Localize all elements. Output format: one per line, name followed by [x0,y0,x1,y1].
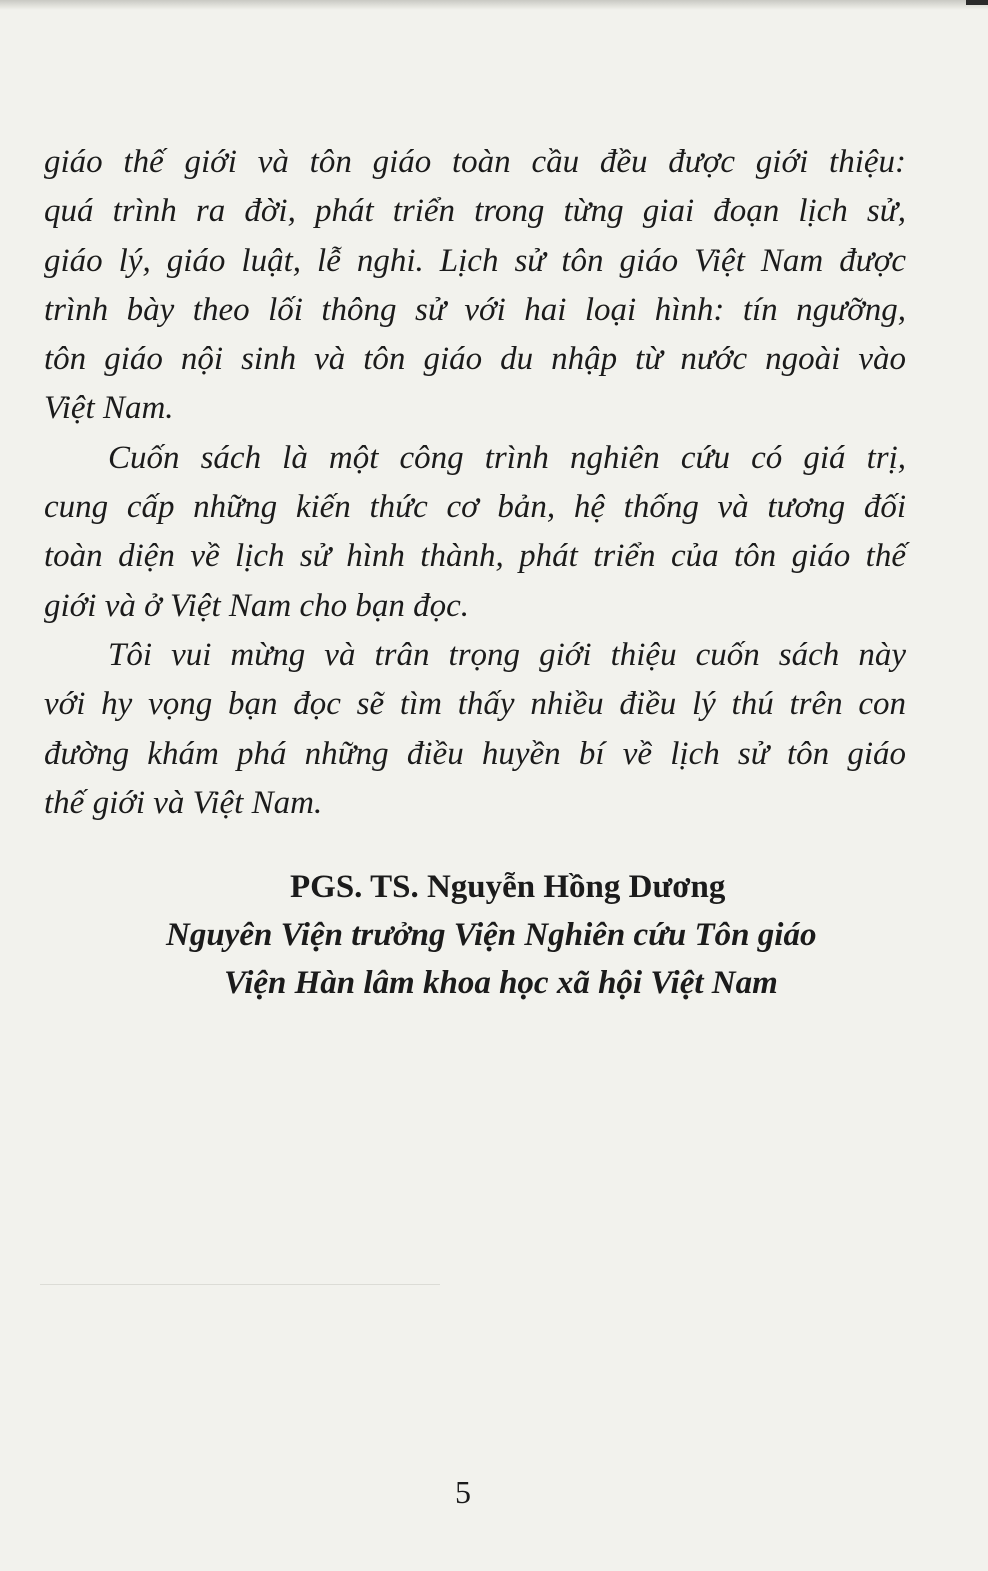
scan-corner-mark [966,0,988,5]
paragraph-3-line-4: thế giới và Việt Nam. [44,784,323,821]
paragraph-2-line-4: giới và ở Việt Nam cho bạn đọc. [44,587,470,624]
paragraph-1-line-3: giáo lý, giáo luật, lễ nghi. Lịch sử tôn giáo Việt Nam được [44,242,906,279]
paragraph-2-line-2: cung cấp những kiến thức cơ bản, hệ thống và tương đối [44,489,906,526]
paragraph-2-line-3: toàn diện về lịch sử hình thành, phát triển của tôn giáo thế [44,538,906,575]
paragraph-2-line-1: Cuốn sách là một công trình nghiên cứu có giá trị, [108,439,906,476]
signature-role: Nguyên Viện trưởng Viện Nghiên cứu Tôn giáo [166,917,817,953]
signature-name: PGS. TS. Nguyễn Hồng Dương [290,869,726,905]
paragraph-3-line-3: đường khám phá những điều huyền bí về lịch sử tôn giáo [44,735,906,772]
paragraph-1-line-1: giáo thế giới và tôn giáo toàn cầu đều được giới thiệu: [44,144,906,180]
paragraph-1-line-2: quá trình ra đời, phát triển trong từng giai đoạn lịch sử, [44,193,906,230]
footnote-divider [40,1284,440,1285]
paragraph-1-line-6: Việt Nam. [44,390,174,427]
page-top-edge [0,0,988,10]
paragraph-3-line-1: Tôi vui mừng và trân trọng giới thiệu cuốn sách này [108,636,906,673]
paragraph-1-line-5: tôn giáo nội sinh và tôn giáo du nhập từ nước ngoài vào [44,341,906,378]
page-number: 5 [455,1474,471,1510]
body-text [44,138,906,828]
paragraph-1-line-4: trình bày theo lối thông sử với hai loại hình: tín ngưỡng, [44,291,906,328]
signature-institution: Viện Hàn lâm khoa học xã hội Việt Nam [224,965,778,1001]
paragraph-3-line-2: với hy vọng bạn đọc sẽ tìm thấy nhiều điều lý thú trên con [44,686,906,723]
